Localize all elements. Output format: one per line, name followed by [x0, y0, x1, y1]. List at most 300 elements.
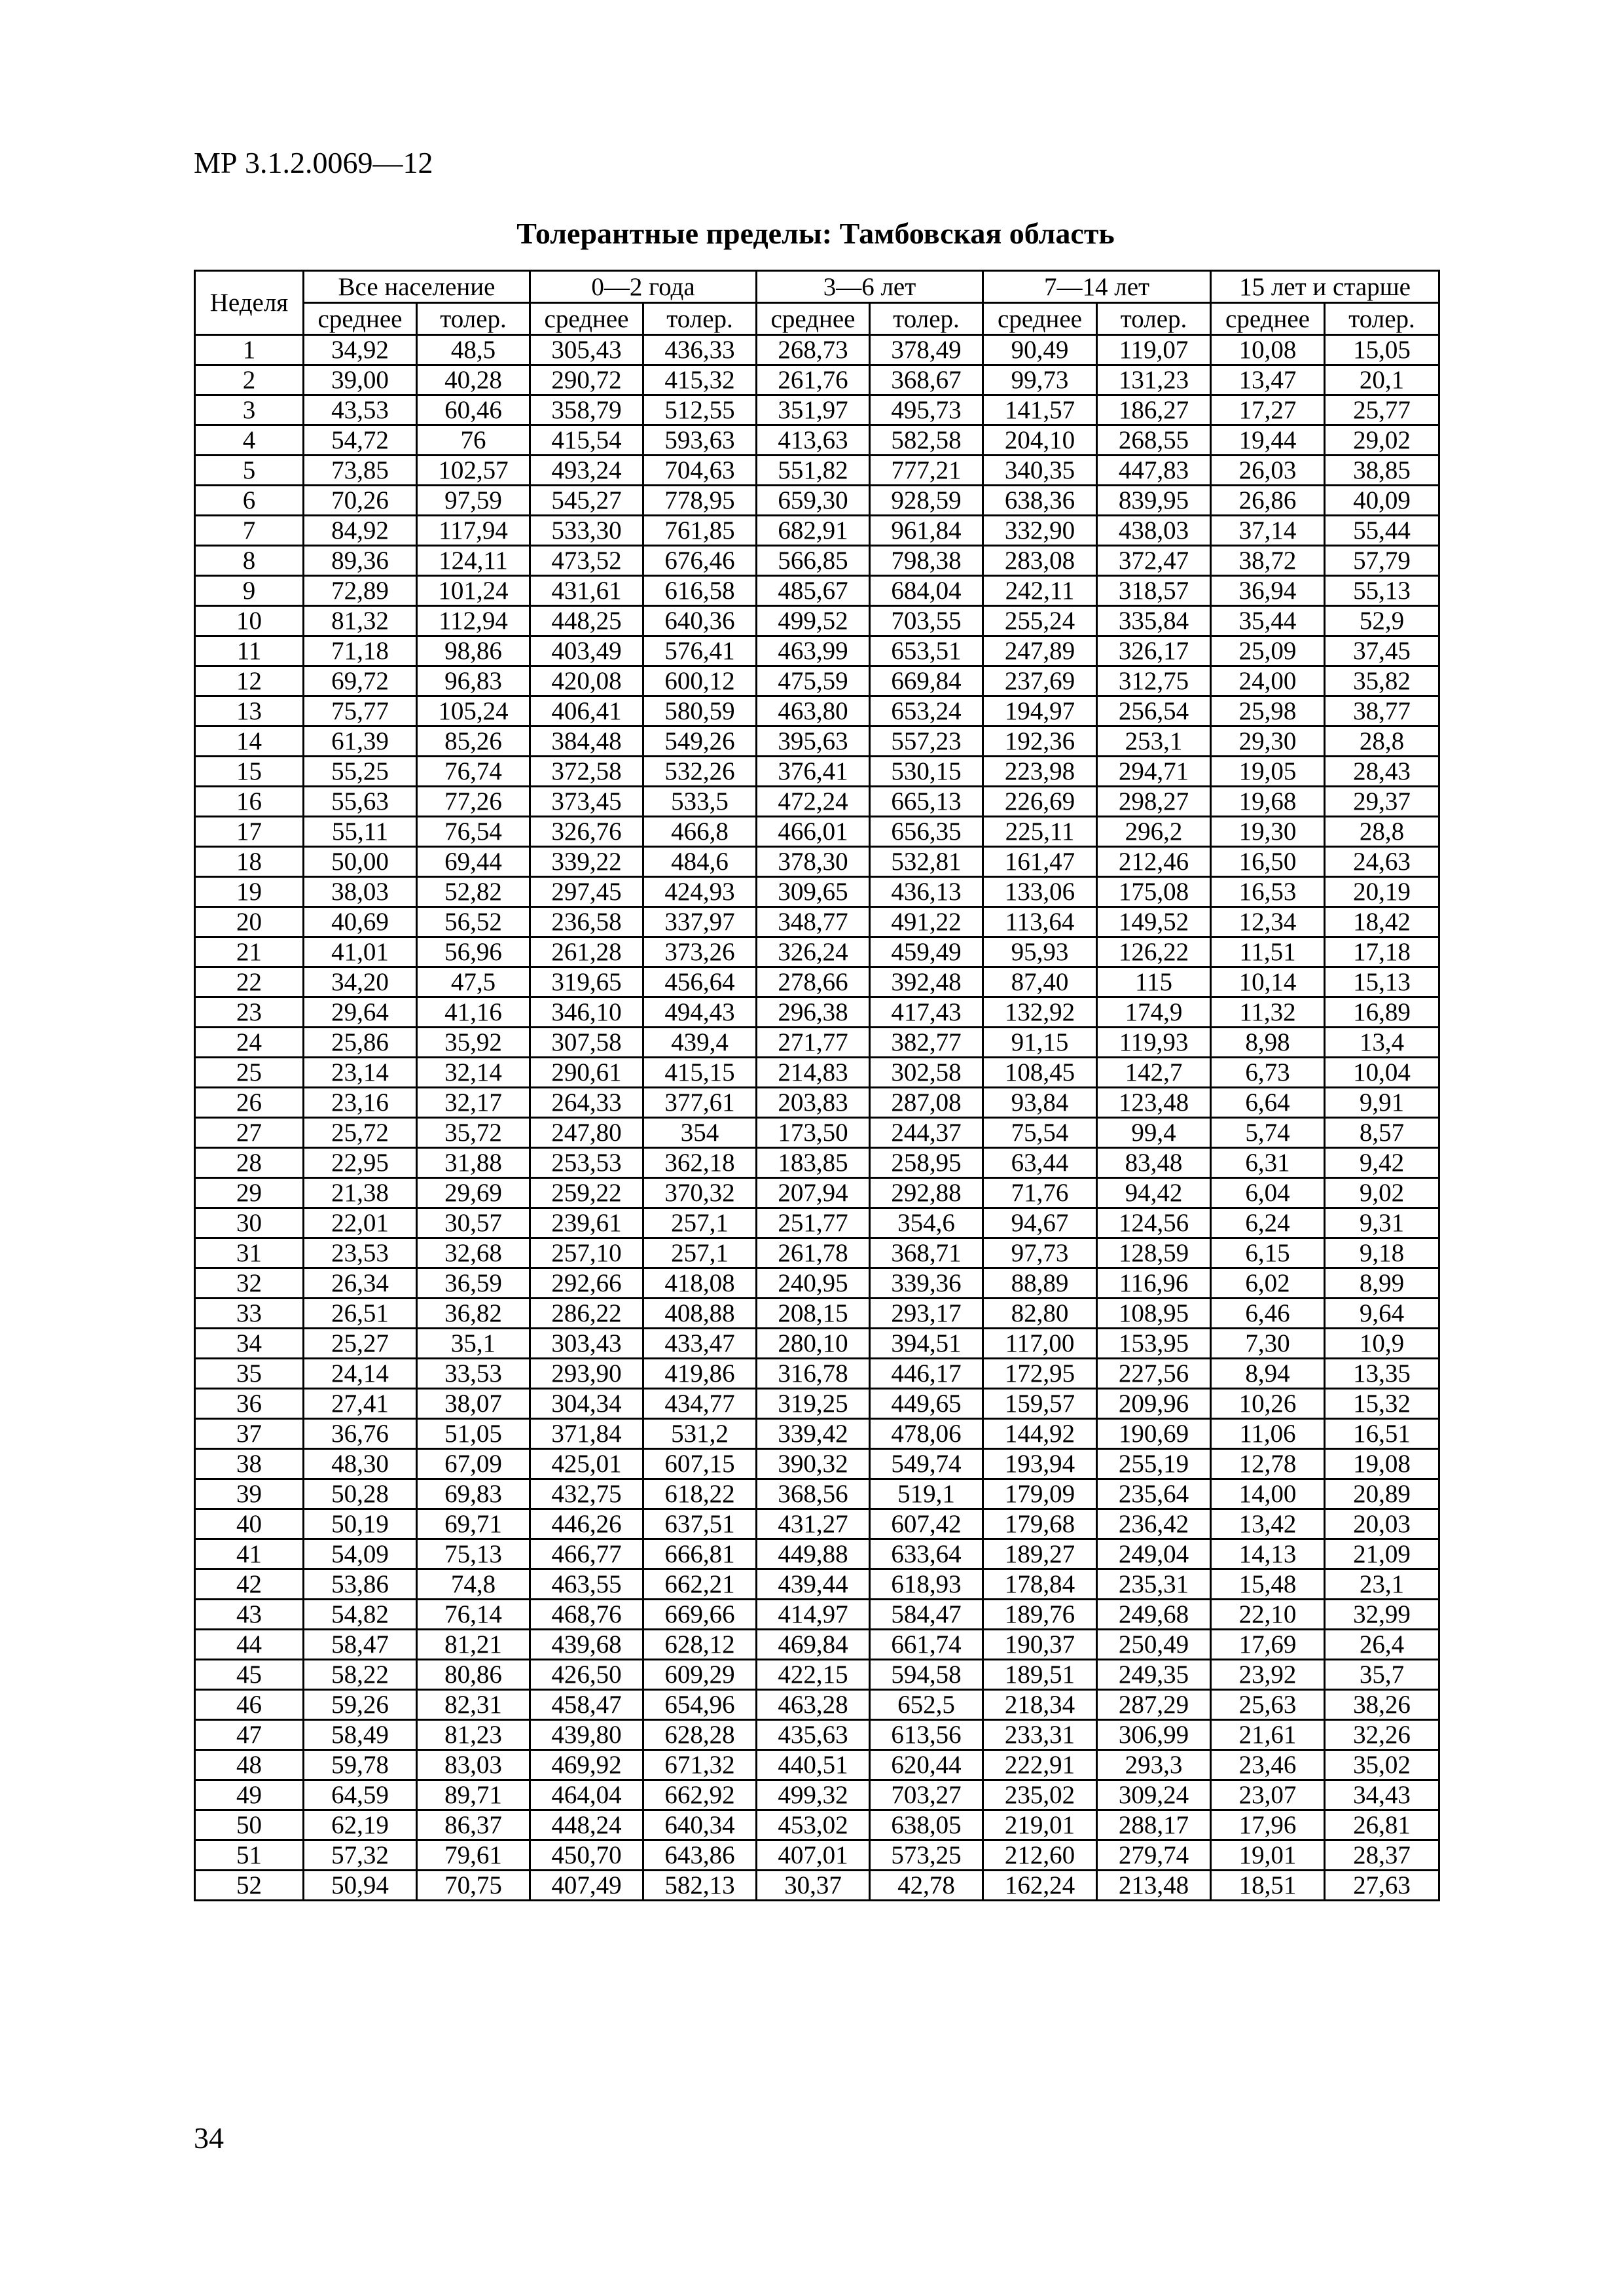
value-cell: 580,59: [643, 696, 757, 726]
value-cell: 75,13: [417, 1539, 530, 1570]
value-cell: 354,6: [870, 1208, 983, 1238]
value-cell: 18,42: [1325, 907, 1439, 937]
value-cell: 415,32: [643, 365, 757, 395]
value-cell: 6,04: [1211, 1178, 1325, 1208]
value-cell: 54,82: [304, 1600, 417, 1630]
value-cell: 41,16: [417, 997, 530, 1028]
value-cell: 28,8: [1325, 726, 1439, 757]
value-cell: 10,04: [1325, 1058, 1439, 1088]
value-cell: 319,65: [530, 967, 643, 997]
value-cell: 128,59: [1097, 1238, 1211, 1268]
value-cell: 88,89: [983, 1268, 1097, 1299]
value-cell: 13,4: [1325, 1028, 1439, 1058]
value-cell: 532,26: [643, 757, 757, 787]
value-cell: 38,72: [1211, 546, 1325, 576]
subheader-mean: среднее: [304, 303, 417, 335]
table-row: [195, 516, 1439, 546]
value-cell: 153,95: [1097, 1329, 1211, 1359]
week-cell: 47: [195, 1720, 304, 1750]
value-cell: 8,98: [1211, 1028, 1325, 1058]
value-cell: 34,20: [304, 967, 417, 997]
value-cell: 18,51: [1211, 1871, 1325, 1901]
week-cell: 11: [195, 636, 304, 666]
value-cell: 394,51: [870, 1329, 983, 1359]
value-cell: 69,44: [417, 847, 530, 877]
value-cell: 392,48: [870, 967, 983, 997]
value-cell: 85,26: [417, 726, 530, 757]
value-cell: 390,32: [757, 1449, 870, 1479]
value-cell: 20,1: [1325, 365, 1439, 395]
table-row: [195, 997, 1439, 1028]
value-cell: 132,92: [983, 997, 1097, 1028]
value-cell: 382,77: [870, 1028, 983, 1058]
value-cell: 34,92: [304, 335, 417, 365]
value-cell: 9,31: [1325, 1208, 1439, 1238]
value-cell: 13,47: [1211, 365, 1325, 395]
value-cell: 63,44: [983, 1148, 1097, 1178]
value-cell: 638,36: [983, 486, 1097, 516]
value-cell: 113,64: [983, 907, 1097, 937]
value-cell: 117,94: [417, 516, 530, 546]
table-row: [195, 1028, 1439, 1058]
value-cell: 370,32: [643, 1178, 757, 1208]
week-cell: 31: [195, 1238, 304, 1268]
value-cell: 47,5: [417, 967, 530, 997]
value-cell: 378,49: [870, 335, 983, 365]
value-cell: 26,81: [1325, 1810, 1439, 1840]
value-cell: 83,03: [417, 1750, 530, 1780]
table-row: [195, 1479, 1439, 1509]
table-row: [195, 335, 1439, 365]
value-cell: 415,15: [643, 1058, 757, 1088]
value-cell: 192,36: [983, 726, 1097, 757]
value-cell: 798,38: [870, 546, 983, 576]
value-cell: 57,32: [304, 1840, 417, 1871]
week-cell: 1: [195, 335, 304, 365]
value-cell: 609,29: [643, 1660, 757, 1690]
value-cell: 305,43: [530, 335, 643, 365]
value-cell: 368,67: [870, 365, 983, 395]
value-cell: 64,59: [304, 1780, 417, 1810]
value-cell: 337,97: [643, 907, 757, 937]
week-cell: 33: [195, 1299, 304, 1329]
week-cell: 15: [195, 757, 304, 787]
value-cell: 75,54: [983, 1118, 1097, 1148]
value-cell: 453,02: [757, 1810, 870, 1840]
value-cell: 17,69: [1211, 1630, 1325, 1660]
value-cell: 777,21: [870, 456, 983, 486]
value-cell: 290,61: [530, 1058, 643, 1088]
value-cell: 35,7: [1325, 1660, 1439, 1690]
value-cell: 271,77: [757, 1028, 870, 1058]
value-cell: 69,71: [417, 1509, 530, 1539]
week-cell: 26: [195, 1088, 304, 1118]
value-cell: 326,76: [530, 817, 643, 847]
value-cell: 704,63: [643, 456, 757, 486]
value-cell: 432,75: [530, 1479, 643, 1509]
table-row: [195, 1329, 1439, 1359]
value-cell: 671,32: [643, 1750, 757, 1780]
value-cell: 189,76: [983, 1600, 1097, 1630]
value-cell: 259,22: [530, 1178, 643, 1208]
value-cell: 425,01: [530, 1449, 643, 1479]
value-cell: 214,83: [757, 1058, 870, 1088]
value-cell: 268,73: [757, 335, 870, 365]
table-row: [195, 1058, 1439, 1088]
week-cell: 29: [195, 1178, 304, 1208]
value-cell: 222,91: [983, 1750, 1097, 1780]
value-cell: 237,69: [983, 666, 1097, 696]
value-cell: 302,58: [870, 1058, 983, 1088]
value-cell: 81,32: [304, 606, 417, 636]
value-cell: 307,58: [530, 1028, 643, 1058]
value-cell: 447,83: [1097, 456, 1211, 486]
table-row: [195, 1509, 1439, 1539]
value-cell: 928,59: [870, 486, 983, 516]
value-cell: 86,37: [417, 1810, 530, 1840]
value-cell: 16,53: [1211, 877, 1325, 907]
value-cell: 15,48: [1211, 1570, 1325, 1600]
value-cell: 218,34: [983, 1690, 1097, 1720]
value-cell: 633,64: [870, 1539, 983, 1570]
value-cell: 38,85: [1325, 456, 1439, 486]
value-cell: 91,15: [983, 1028, 1097, 1058]
subheader-toler: толер.: [417, 303, 530, 335]
value-cell: 449,88: [757, 1539, 870, 1570]
table-row: [195, 666, 1439, 696]
value-cell: 478,06: [870, 1419, 983, 1449]
value-cell: 14,13: [1211, 1539, 1325, 1570]
value-cell: 255,19: [1097, 1449, 1211, 1479]
value-cell: 101,24: [417, 576, 530, 606]
table-row: [195, 1118, 1439, 1148]
value-cell: 499,32: [757, 1780, 870, 1810]
value-cell: 117,00: [983, 1329, 1097, 1359]
value-cell: 439,80: [530, 1720, 643, 1750]
value-cell: 395,63: [757, 726, 870, 757]
table-row: [195, 1660, 1439, 1690]
value-cell: 20,89: [1325, 1479, 1439, 1509]
value-cell: 669,66: [643, 1600, 757, 1630]
value-cell: 458,47: [530, 1690, 643, 1720]
value-cell: 326,24: [757, 937, 870, 967]
value-cell: 50,00: [304, 847, 417, 877]
value-cell: 10,26: [1211, 1389, 1325, 1419]
table-row: [195, 486, 1439, 516]
value-cell: 654,96: [643, 1690, 757, 1720]
week-cell: 35: [195, 1359, 304, 1389]
table-row: [195, 847, 1439, 877]
value-cell: 378,30: [757, 847, 870, 877]
value-cell: 545,27: [530, 486, 643, 516]
subheader-toler: толер.: [643, 303, 757, 335]
value-cell: 60,46: [417, 395, 530, 425]
value-cell: 19,44: [1211, 425, 1325, 456]
value-cell: 463,28: [757, 1690, 870, 1720]
value-cell: 70,26: [304, 486, 417, 516]
value-cell: 607,42: [870, 1509, 983, 1539]
value-cell: 38,26: [1325, 1690, 1439, 1720]
week-cell: 37: [195, 1419, 304, 1449]
value-cell: 472,24: [757, 787, 870, 817]
value-cell: 309,65: [757, 877, 870, 907]
week-cell: 20: [195, 907, 304, 937]
group-header-all: Все население: [304, 271, 530, 303]
value-cell: 189,51: [983, 1660, 1097, 1690]
table-body: [195, 335, 1439, 1901]
value-cell: 225,11: [983, 817, 1097, 847]
value-cell: 25,77: [1325, 395, 1439, 425]
value-cell: 19,30: [1211, 817, 1325, 847]
table-row: [195, 1871, 1439, 1901]
value-cell: 69,83: [417, 1479, 530, 1509]
value-cell: 144,92: [983, 1419, 1097, 1449]
value-cell: 251,77: [757, 1208, 870, 1238]
value-cell: 212,46: [1097, 847, 1211, 877]
value-cell: 466,77: [530, 1539, 643, 1570]
value-cell: 30,37: [757, 1871, 870, 1901]
value-cell: 618,93: [870, 1570, 983, 1600]
value-cell: 25,72: [304, 1118, 417, 1148]
value-cell: 97,73: [983, 1238, 1097, 1268]
value-cell: 377,61: [643, 1088, 757, 1118]
value-cell: 653,51: [870, 636, 983, 666]
value-cell: 71,18: [304, 636, 417, 666]
value-cell: 682,91: [757, 516, 870, 546]
value-cell: 268,55: [1097, 425, 1211, 456]
group-header-15-plus: 15 лет и старше: [1211, 271, 1439, 303]
value-cell: 339,22: [530, 847, 643, 877]
value-cell: 249,68: [1097, 1600, 1211, 1630]
value-cell: 149,52: [1097, 907, 1211, 937]
value-cell: 247,80: [530, 1118, 643, 1148]
value-cell: 190,69: [1097, 1419, 1211, 1449]
table-row: [195, 907, 1439, 937]
week-cell: 32: [195, 1268, 304, 1299]
value-cell: 11,06: [1211, 1419, 1325, 1449]
week-cell: 50: [195, 1810, 304, 1840]
value-cell: 55,25: [304, 757, 417, 787]
value-cell: 48,5: [417, 335, 530, 365]
value-cell: 40,09: [1325, 486, 1439, 516]
week-cell: 43: [195, 1600, 304, 1630]
value-cell: 26,03: [1211, 456, 1325, 486]
value-cell: 38,03: [304, 877, 417, 907]
value-cell: 99,4: [1097, 1118, 1211, 1148]
value-cell: 469,92: [530, 1750, 643, 1780]
value-cell: 58,49: [304, 1720, 417, 1750]
table-row: [195, 1539, 1439, 1570]
value-cell: 304,34: [530, 1389, 643, 1419]
table-title: Толерантные пределы: Тамбовская область: [516, 217, 1115, 250]
week-cell: 34: [195, 1329, 304, 1359]
value-cell: 288,17: [1097, 1810, 1211, 1840]
table-row: [195, 456, 1439, 486]
value-cell: 56,96: [417, 937, 530, 967]
value-cell: 20,03: [1325, 1509, 1439, 1539]
value-cell: 475,59: [757, 666, 870, 696]
value-cell: 212,60: [983, 1840, 1097, 1871]
value-cell: 87,40: [983, 967, 1097, 997]
value-cell: 264,33: [530, 1088, 643, 1118]
value-cell: 280,10: [757, 1329, 870, 1359]
subheader-toler: толер.: [870, 303, 983, 335]
group-header-0-2: 0—2 года: [530, 271, 757, 303]
value-cell: 17,96: [1211, 1810, 1325, 1840]
value-cell: 456,64: [643, 967, 757, 997]
table-row: [195, 1389, 1439, 1419]
value-cell: 415,54: [530, 425, 643, 456]
value-cell: 41,01: [304, 937, 417, 967]
value-cell: 414,97: [757, 1600, 870, 1630]
subheader-toler: толер.: [1097, 303, 1211, 335]
value-cell: 463,55: [530, 1570, 643, 1600]
value-cell: 532,81: [870, 847, 983, 877]
value-cell: 32,68: [417, 1238, 530, 1268]
value-cell: 28,43: [1325, 757, 1439, 787]
value-cell: 247,89: [983, 636, 1097, 666]
table-row: [195, 1690, 1439, 1720]
value-cell: 39,00: [304, 365, 417, 395]
value-cell: 6,15: [1211, 1238, 1325, 1268]
value-cell: 32,17: [417, 1088, 530, 1118]
value-cell: 223,98: [983, 757, 1097, 787]
value-cell: 551,82: [757, 456, 870, 486]
value-cell: 24,14: [304, 1359, 417, 1389]
value-cell: 173,50: [757, 1118, 870, 1148]
value-cell: 485,67: [757, 576, 870, 606]
table-row: [195, 817, 1439, 847]
table-row: [195, 967, 1439, 997]
value-cell: 384,48: [530, 726, 643, 757]
value-cell: 6,73: [1211, 1058, 1325, 1088]
value-cell: 29,69: [417, 1178, 530, 1208]
table-row: [195, 1600, 1439, 1630]
value-cell: 557,23: [870, 726, 983, 757]
value-cell: 12,34: [1211, 907, 1325, 937]
week-cell: 18: [195, 847, 304, 877]
value-cell: 55,44: [1325, 516, 1439, 546]
value-cell: 9,64: [1325, 1299, 1439, 1329]
value-cell: 102,57: [417, 456, 530, 486]
document-code: МР 3.1.2.0069—12: [194, 146, 433, 179]
value-cell: 175,08: [1097, 877, 1211, 907]
value-cell: 450,70: [530, 1840, 643, 1871]
value-cell: 332,90: [983, 516, 1097, 546]
table-row: [195, 1720, 1439, 1750]
value-cell: 21,38: [304, 1178, 417, 1208]
value-cell: 119,93: [1097, 1028, 1211, 1058]
value-cell: 303,43: [530, 1329, 643, 1359]
value-cell: 618,22: [643, 1479, 757, 1509]
value-cell: 15,13: [1325, 967, 1439, 997]
value-cell: 665,13: [870, 787, 983, 817]
value-cell: 38,77: [1325, 696, 1439, 726]
value-cell: 50,94: [304, 1871, 417, 1901]
value-cell: 435,63: [757, 1720, 870, 1750]
table-row: [195, 1208, 1439, 1238]
value-cell: 79,61: [417, 1840, 530, 1871]
value-cell: 54,09: [304, 1539, 417, 1570]
value-cell: 26,51: [304, 1299, 417, 1329]
value-cell: 36,59: [417, 1268, 530, 1299]
value-cell: 961,84: [870, 516, 983, 546]
value-cell: 439,4: [643, 1028, 757, 1058]
value-cell: 491,22: [870, 907, 983, 937]
value-cell: 643,86: [643, 1840, 757, 1871]
value-cell: 469,84: [757, 1630, 870, 1660]
value-cell: 9,91: [1325, 1088, 1439, 1118]
value-cell: 473,52: [530, 546, 643, 576]
value-cell: 292,66: [530, 1268, 643, 1299]
week-cell: 14: [195, 726, 304, 757]
value-cell: 11,32: [1211, 997, 1325, 1028]
value-cell: 249,35: [1097, 1660, 1211, 1690]
value-cell: 126,22: [1097, 937, 1211, 967]
value-cell: 15,05: [1325, 335, 1439, 365]
value-cell: 417,43: [870, 997, 983, 1028]
value-cell: 26,86: [1211, 486, 1325, 516]
subheader-mean: среднее: [757, 303, 870, 335]
value-cell: 839,95: [1097, 486, 1211, 516]
value-cell: 8,94: [1211, 1359, 1325, 1389]
table-row: [195, 1268, 1439, 1299]
value-cell: 19,05: [1211, 757, 1325, 787]
tolerance-table: [194, 270, 1440, 1901]
value-cell: 549,26: [643, 726, 757, 757]
value-cell: 233,31: [983, 1720, 1097, 1750]
week-cell: 30: [195, 1208, 304, 1238]
value-cell: 14,00: [1211, 1479, 1325, 1509]
value-cell: 26,4: [1325, 1630, 1439, 1660]
value-cell: 446,17: [870, 1359, 983, 1389]
value-cell: 440,51: [757, 1750, 870, 1780]
value-cell: 189,27: [983, 1539, 1097, 1570]
value-cell: 256,54: [1097, 696, 1211, 726]
value-cell: 75,77: [304, 696, 417, 726]
value-cell: 159,57: [983, 1389, 1097, 1419]
table-row: [195, 636, 1439, 666]
value-cell: 659,30: [757, 486, 870, 516]
value-cell: 59,78: [304, 1750, 417, 1780]
value-cell: 607,15: [643, 1449, 757, 1479]
week-cell: 16: [195, 787, 304, 817]
value-cell: 778,95: [643, 486, 757, 516]
value-cell: 293,17: [870, 1299, 983, 1329]
table-row: [195, 1148, 1439, 1178]
value-cell: 438,03: [1097, 516, 1211, 546]
week-cell: 46: [195, 1690, 304, 1720]
value-cell: 6,46: [1211, 1299, 1325, 1329]
value-cell: 183,85: [757, 1148, 870, 1178]
value-cell: 115: [1097, 967, 1211, 997]
value-cell: 662,92: [643, 1780, 757, 1810]
value-cell: 459,49: [870, 937, 983, 967]
value-cell: 6,24: [1211, 1208, 1325, 1238]
value-cell: 253,53: [530, 1148, 643, 1178]
value-cell: 236,42: [1097, 1509, 1211, 1539]
value-cell: 42,78: [870, 1871, 983, 1901]
value-cell: 35,44: [1211, 606, 1325, 636]
value-cell: 219,01: [983, 1810, 1097, 1840]
value-cell: 227,56: [1097, 1359, 1211, 1389]
value-cell: 50,28: [304, 1479, 417, 1509]
value-cell: 9,18: [1325, 1238, 1439, 1268]
value-cell: 38,07: [417, 1389, 530, 1419]
value-cell: 193,94: [983, 1449, 1097, 1479]
value-cell: 512,55: [643, 395, 757, 425]
value-cell: 6,64: [1211, 1088, 1325, 1118]
